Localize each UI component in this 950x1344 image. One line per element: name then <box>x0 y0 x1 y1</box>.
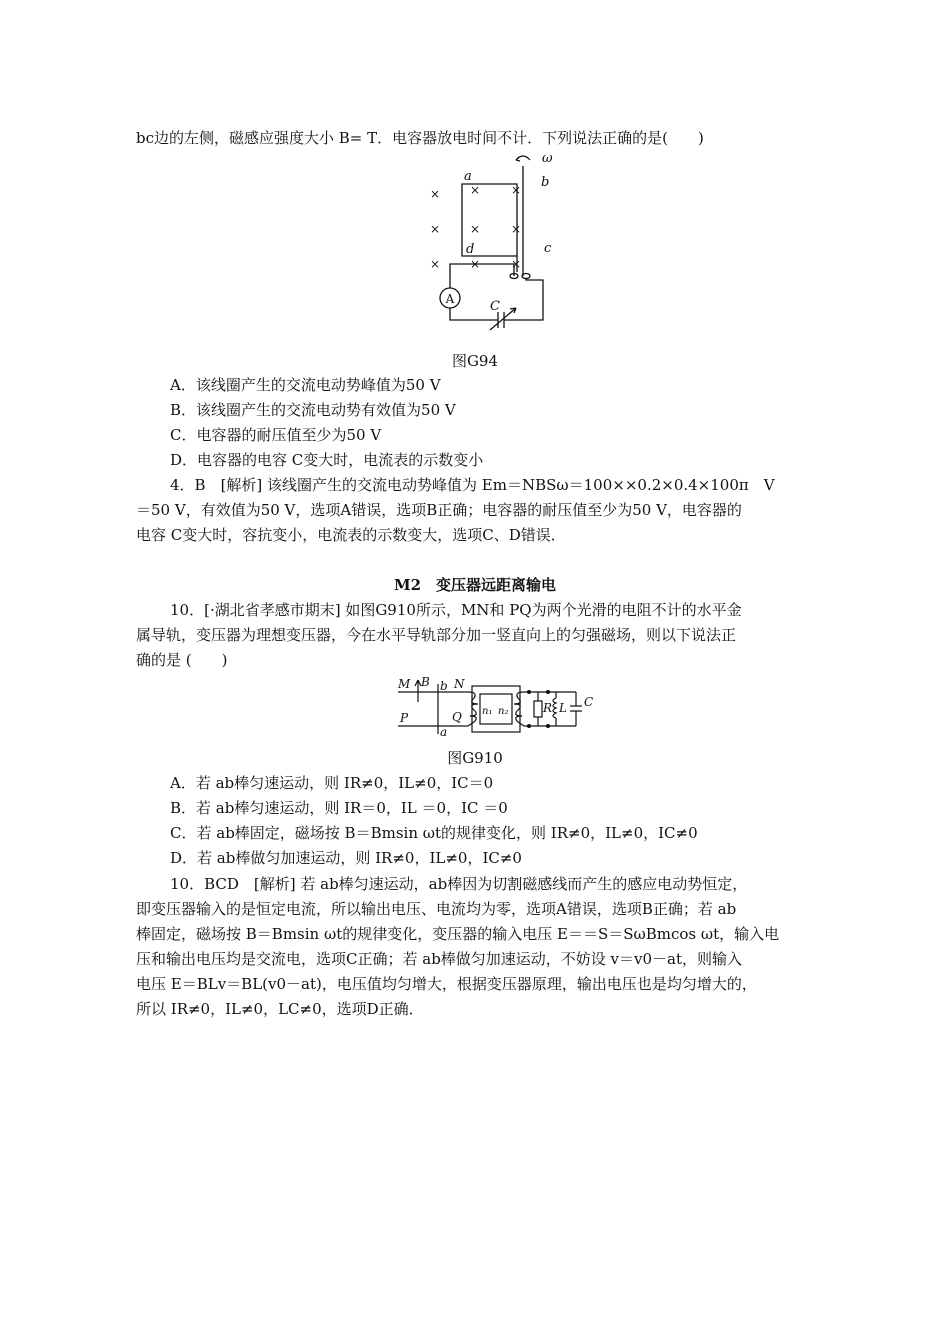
field-mark: × <box>469 222 481 236</box>
q10-stem-line-1: 10．[·湖北省孝感市期末] 如图G910所示，MN和 PQ为两个光滑的电阻不计的水平金 <box>170 601 742 619</box>
q4-answer-line-2: ＝50 V，有效值为50 V，选项A错误，选项B正确；电容器的耐压值至少为50 V，电容器的 <box>136 501 742 519</box>
q10-stem-line-2: 属导轨，变压器为理想变压器，今在水平导轨部分加一竖直向上的匀强磁场，则以下说法正 <box>136 626 737 644</box>
q10-answer-line-1: 10．BCD [解析] 若 ab棒匀速运动，ab棒因为切割磁感线而产生的感应电动势恒定， <box>170 875 748 893</box>
q4-option-c: C．电容器的耐压值至少为50 V <box>170 426 382 444</box>
label-n1: n₁ <box>482 706 493 717</box>
label-L: L <box>559 701 567 715</box>
figure-g910 <box>396 674 616 744</box>
section-title: M2 变压器远距离输电 <box>393 576 557 594</box>
q4-answer-line-3: 电容 C变大时，容抗变小，电流表的示数变大，选项C、D错误． <box>136 526 566 544</box>
field-mark: × <box>429 257 441 271</box>
label-omega: ω <box>542 151 553 166</box>
label-P: P <box>400 711 409 725</box>
q10-option-d: D．若 ab棒做匀加速运动，则 IR≠0，IL≠0，IC≠0 <box>170 849 522 867</box>
q10-answer-line-4: 压和输出电压均是交流电，选项C正确；若 ab棒做匀加速运动，不妨设 v＝v0－at，则输入 <box>136 950 743 968</box>
label-M: M <box>398 677 411 691</box>
q10-answer-line-5: 电压 E＝BLv＝BL(v0－at)，电压值均匀增大，根据变压器原理，输出电压也是均匀增大的， <box>136 975 757 993</box>
field-mark: × <box>429 187 441 201</box>
label-Q: Q <box>452 710 462 724</box>
caption-g910: 图G910 <box>447 749 503 767</box>
q4-answer-line-1: 4．B [解析] 该线圈产生的交流电动势峰值为 Em＝NBSω＝100××0.2×0.4×100π V <box>170 476 775 494</box>
label-R: R <box>543 701 553 715</box>
q4-option-a: A．该线圈产生的交流电动势峰值为50 V <box>170 376 441 394</box>
field-mark: × <box>429 222 441 236</box>
label-N: N <box>454 677 465 691</box>
label-d: d <box>466 242 475 257</box>
field-mark: × <box>510 257 522 271</box>
q10-answer-line-2: 即变压器输入的是恒定电流，所以输出电压、电流均为零，选项A错误，选项B正确；若 ab <box>136 900 737 918</box>
field-mark: × <box>510 183 522 197</box>
q10-stem-line-3: 确的是 ( ) <box>136 651 228 669</box>
q10-answer-line-3: 棒固定，磁场按 B＝Bmsin ωt的规律变化，变压器的输入电压 E＝＝S＝SωBmcos ωt，输入电 <box>136 925 780 943</box>
label-B: B <box>421 675 430 689</box>
q10-answer-line-6: 所以 IR≠0，IL≠0，LC≠0，选项D正确． <box>136 1000 424 1018</box>
ammeter-label: A <box>445 292 455 306</box>
field-cross-marks <box>430 183 521 271</box>
q10-option-b: B．若 ab棒匀速运动，则 IR＝0，IL ＝0，IC ＝0 <box>170 799 508 817</box>
field-mark: × <box>510 222 522 236</box>
label-capacitor: C <box>490 299 500 314</box>
q4-stem-tail: bc边的左侧，磁感应强度大小 B= T．电容器放电时间不计．下列说法正确的是( ) <box>136 129 704 147</box>
figure-g94 <box>420 148 600 333</box>
field-mark: × <box>469 257 481 271</box>
label-b: b <box>541 175 550 190</box>
label-b: b <box>440 679 448 693</box>
label-n2: n₂ <box>498 706 509 717</box>
q4-option-d: D．电容器的电容 C变大时，电流表的示数变小 <box>170 451 484 469</box>
label-c: c <box>544 241 552 256</box>
caption-g94: 图G94 <box>451 352 499 370</box>
q10-option-a: A．若 ab棒匀速运动，则 IR≠0，IL≠0，IC＝0 <box>170 774 494 792</box>
label-a: a <box>440 725 448 739</box>
field-mark: × <box>469 183 481 197</box>
label-C: C <box>584 695 594 709</box>
q4-option-b: B．该线圈产生的交流电动势有效值为50 V <box>170 401 456 419</box>
label-a: a <box>464 169 472 184</box>
q10-option-c: C．若 ab棒固定，磁场按 B＝Bmsin ωt的规律变化，则 IR≠0，IL≠0，IC≠0 <box>170 824 698 842</box>
